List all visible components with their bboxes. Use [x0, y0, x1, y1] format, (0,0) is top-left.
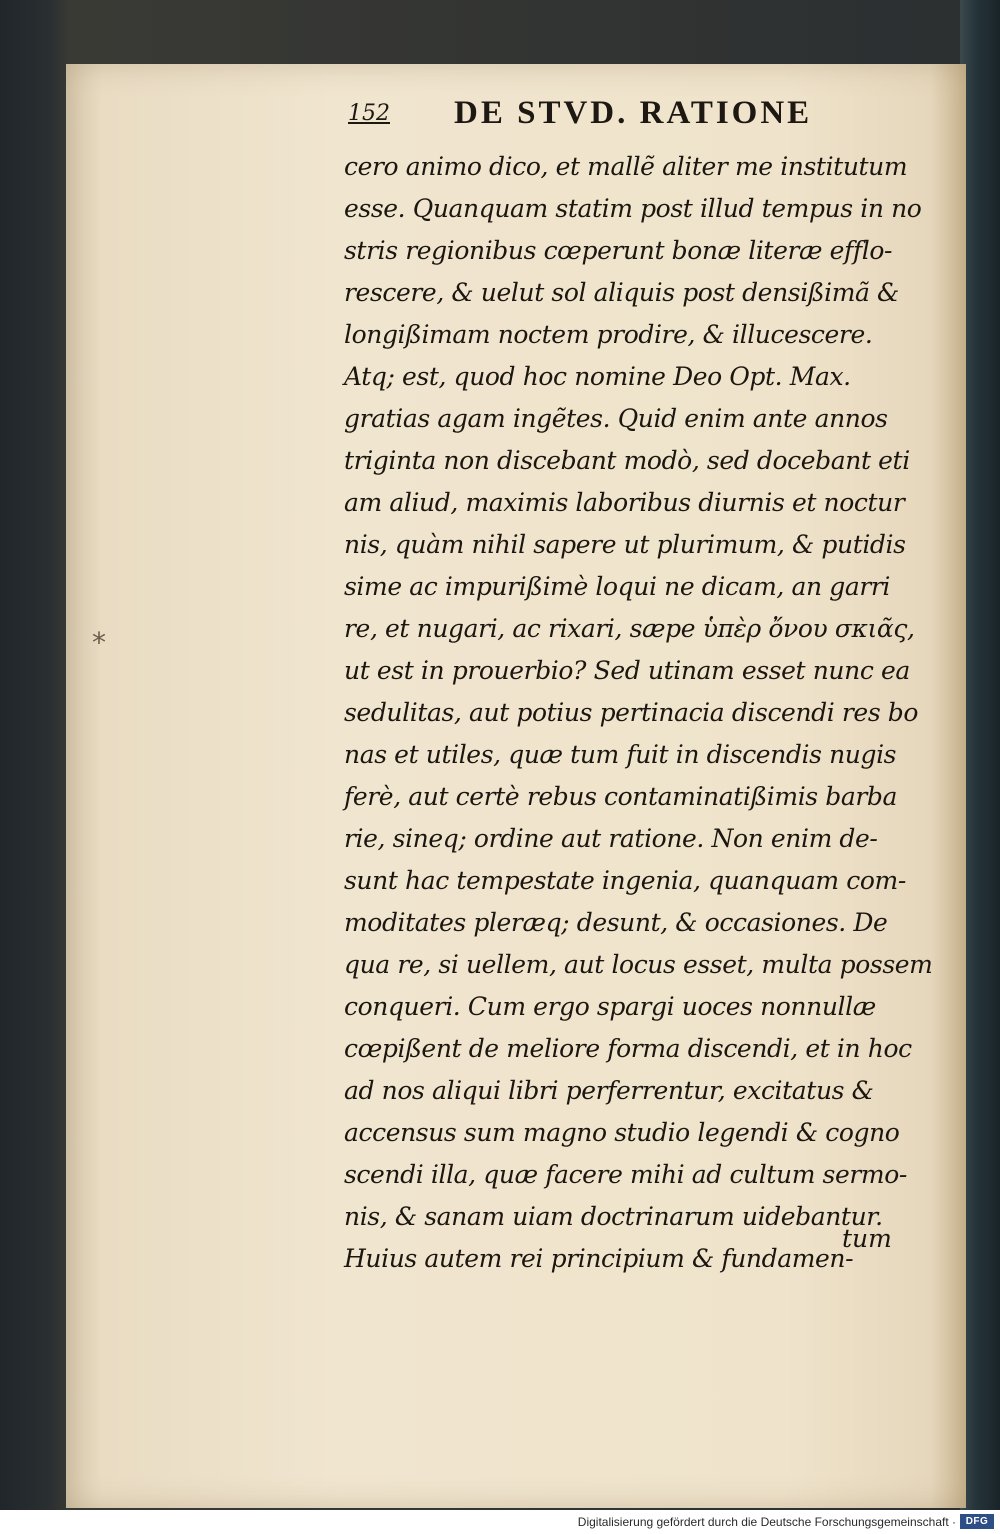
- text-line: esse. Quanquam statim post illud tempus in no: [344, 194, 922, 223]
- text-line: triginta non discebant modò, sed docebant eti: [344, 446, 910, 475]
- text-line: rie, sineq; ordine aut ratione. Non enim de-: [344, 824, 878, 853]
- page-number: 152: [348, 101, 390, 126]
- text-line: conqueri. Cum ergo spargi uoces nonnullæ: [344, 992, 876, 1021]
- text-line: nas et utiles, quæ tum fuit in discendis nugis: [344, 740, 897, 769]
- text-line: ad nos aliqui libri perferrentur, excitatus &: [344, 1076, 874, 1105]
- text-line: sedulitas, aut potius pertinacia discendi res bo: [344, 698, 919, 727]
- text-line: scendi illa, quæ facere mihi ad cultum sermo-: [344, 1160, 907, 1189]
- text-line: nis, & sanam uiam doctrinarum uidebantur.: [344, 1202, 883, 1231]
- text-line: cœpißent de meliore forma discendi, et in hoc: [344, 1034, 912, 1063]
- text-line: moditates pleræq; desunt, & occasiones. De: [344, 908, 888, 937]
- text-line: rescere, & uelut sol aliquis post densißimã &: [344, 278, 899, 307]
- text-line: nis, quàm nihil sapere ut plurimum, & putidis: [344, 530, 906, 559]
- text-line: am aliud, maximis laboribus diurnis et noctur: [344, 488, 905, 517]
- text-line: Atq; est, quod hoc nomine Deo Opt. Max.: [344, 362, 851, 391]
- text-line: longißimam noctem prodire, & illucescere.: [344, 320, 873, 349]
- text-body: [344, 146, 933, 1280]
- page-header: [348, 95, 908, 135]
- funding-note: Digitalisierung gefördert durch die Deutsche Forschungsgemeinschaft ·: [577, 1515, 956, 1529]
- text-line: ferè, aut certè rebus contaminatißimis barba: [344, 782, 898, 811]
- text-line: ut est in prouerbio? Sed utinam esset nunc ea: [344, 656, 910, 685]
- margin-mark: *: [92, 626, 106, 659]
- text-line: sunt hac tempestate ingenia, quanquam com-: [344, 866, 906, 895]
- text-line: accensus sum magno studio legendi & cogno: [344, 1118, 900, 1147]
- book-edge: [960, 0, 1000, 1510]
- text-line: re, et nugari, ac rixari, sæpe ὑπὲρ ὄνου σκιᾶς,: [344, 614, 915, 643]
- dfg-logo: DFG: [960, 1514, 994, 1529]
- text-line: Huius autem rei principium & fundamen-: [344, 1244, 854, 1273]
- running-head: DE STVD. RATIONE: [454, 95, 813, 131]
- text-line: gratias agam ingẽtes. Quid enim ante annos: [344, 404, 888, 433]
- text-line: sime ac impurißimè loqui ne dicam, an garri: [344, 572, 891, 601]
- text-line: cero animo dico, et mallẽ aliter me institutum: [344, 152, 908, 181]
- catchword: tum: [842, 1224, 892, 1253]
- text-line: qua re, si uellem, aut locus esset, multa possem: [344, 950, 933, 979]
- text-line: stris regionibus cœperunt bonæ literæ efflo-: [344, 236, 893, 265]
